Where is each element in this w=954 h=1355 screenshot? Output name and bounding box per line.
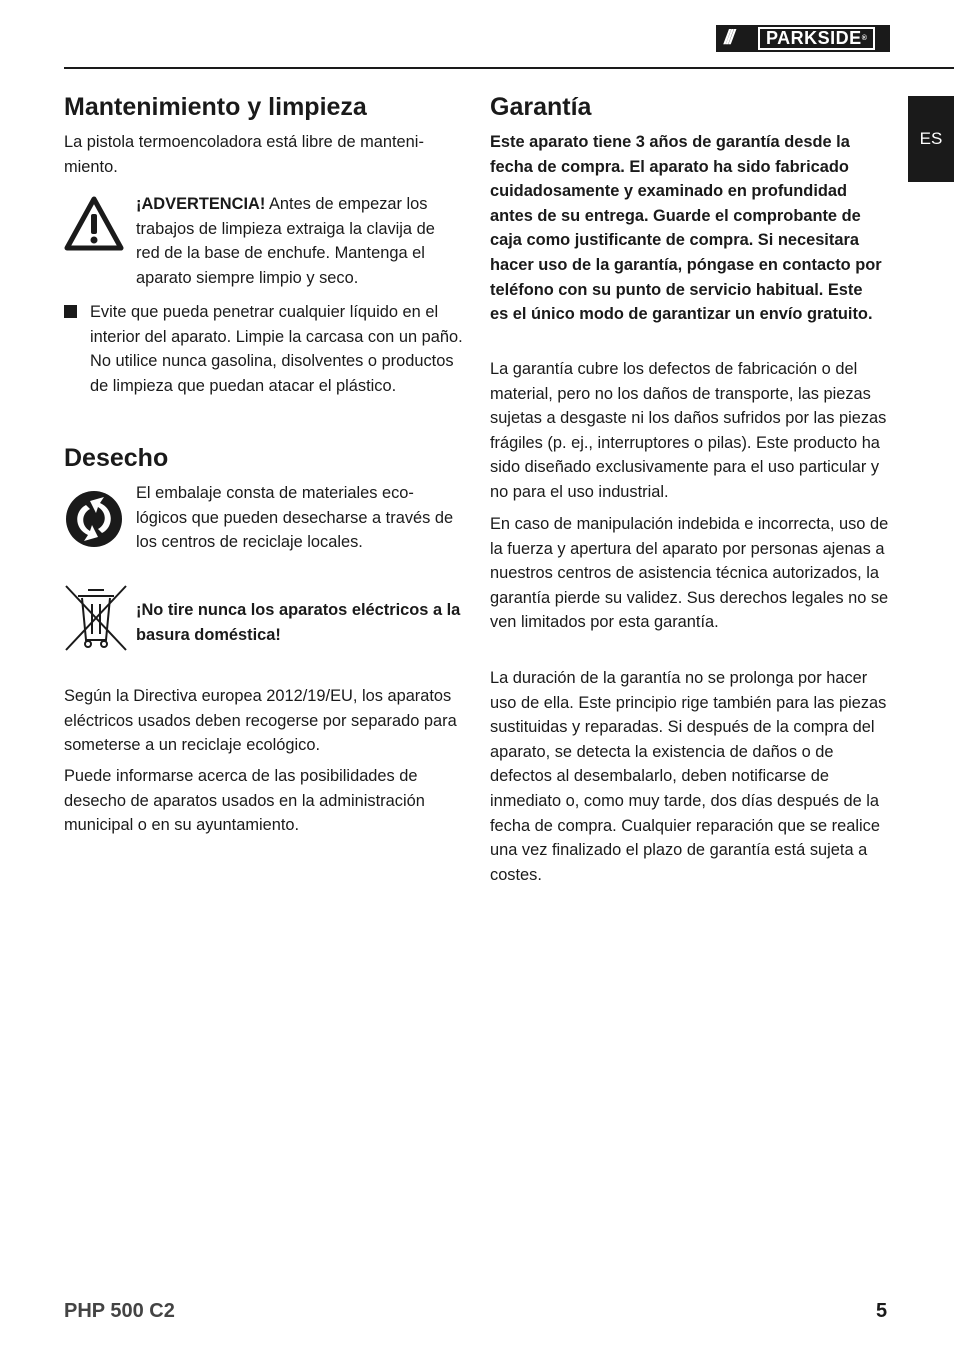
warranty-bold-text: Este aparato tiene 3 años de garantía desde la fecha de compra. El aparato ha sido fabricado cuidadosamente y examinado en profundidad antes de su entrega. Guarde el comprobante de caja como justificante de compra. Si necesitara hacer uso de la garantía, póngase en contacto por teléfono con su punto de servicio habitual. Este es el único modo de garantizar un envío gratuito. [490, 133, 882, 324]
disposal-heading: Desecho [64, 444, 169, 472]
warning-label: ¡ADVERTENCIA! [136, 195, 266, 213]
logo-slashes: /// [724, 27, 732, 49]
green-dot-recycling-icon [64, 489, 124, 549]
header-rule [64, 67, 954, 69]
footer-model: PHP 500 C2 [64, 1300, 175, 1322]
logo-registered-mark: ® [861, 35, 868, 42]
warning-text: Antes de empezar los trabajos de limpieza extraiga la clavija de red de la base de enchufe. Mantenga el aparato siempre limpio y seco. [136, 195, 435, 287]
logo-wordmark [758, 27, 875, 50]
warranty-coverage-text: La garantía cubre los defectos de fabricación o del material, pero no los daños de transporte, las piezas sujetas a desgaste ni los daños sufridos por las piezas frágiles (p. ej., interruptores o pilas). Este producto ha sido diseñado exclusivamente para el uso particular y no para el uso industrial. [490, 360, 887, 501]
warranty-heading: Garantía [490, 93, 592, 121]
logo-text: PARKSIDE [766, 28, 862, 48]
maintenance-heading: Mantenimiento y limpieza [64, 93, 367, 121]
warning-triangle-icon [64, 196, 124, 252]
maintenance-intro: La pistola termoencoladora está libre de mantenimiento. [64, 133, 424, 176]
maintenance-bullet-text: Evite que pueda penetrar cualquier líquido en el interior del aparato. Limpie la carcasa con un paño. No utilice nunca gasolina, disolventes o productos de limpieza que puedan atacar el plástico. [90, 303, 463, 395]
language-tab [908, 96, 954, 182]
disposal-info-text: Puede informarse acerca de las posibilidades de desecho de aparatos usados en la administración municipal o en su ayuntamiento. [64, 767, 425, 835]
bullet-square-icon [64, 305, 77, 318]
weee-warning: ¡No tire nunca los aparatos eléctricos a la basura doméstica! [136, 601, 461, 644]
disposal-directive-text: Según la Directiva europea 2012/19/EU, los aparatos eléctricos usados deben recogerse por separado para someterse a un reciclaje ecológico. [64, 687, 457, 755]
footer-page-number: 5 [876, 1300, 888, 1322]
language-tab-label: ES [919, 129, 943, 148]
disposal-packaging-text: El embalaje consta de materiales ecológicos que pueden desecharse a través de los centros de reciclaje locales. [136, 484, 454, 552]
parkside-logo [716, 25, 890, 52]
crossed-out-bin-icon [64, 584, 128, 652]
maintenance-warning [136, 192, 462, 290]
warranty-misuse-text: En caso de manipulación indebida e incorrecta, uso de la fuerza y apertura del aparato por personas ajenas a nuestros centros de asistencia técnica autorizados, la garantía pierde su validez. Sus derechos legales no se ven limitados por esta garantía. [490, 515, 889, 632]
warranty-duration-text: La duración de la garantía no se prolonga por hacer uso de ella. Este principio rige también para las piezas sustituidas y reparadas. Si después de la compra del aparato, se detecta la existencia de daños o de defectos al desembalarlo, deben notificarse de inmediato o, como muy tarde, dos días después de la fecha de compra. Cualquier reparación que se realice una vez finalizado el plazo de garantía está sujeta a costes. [490, 669, 887, 884]
